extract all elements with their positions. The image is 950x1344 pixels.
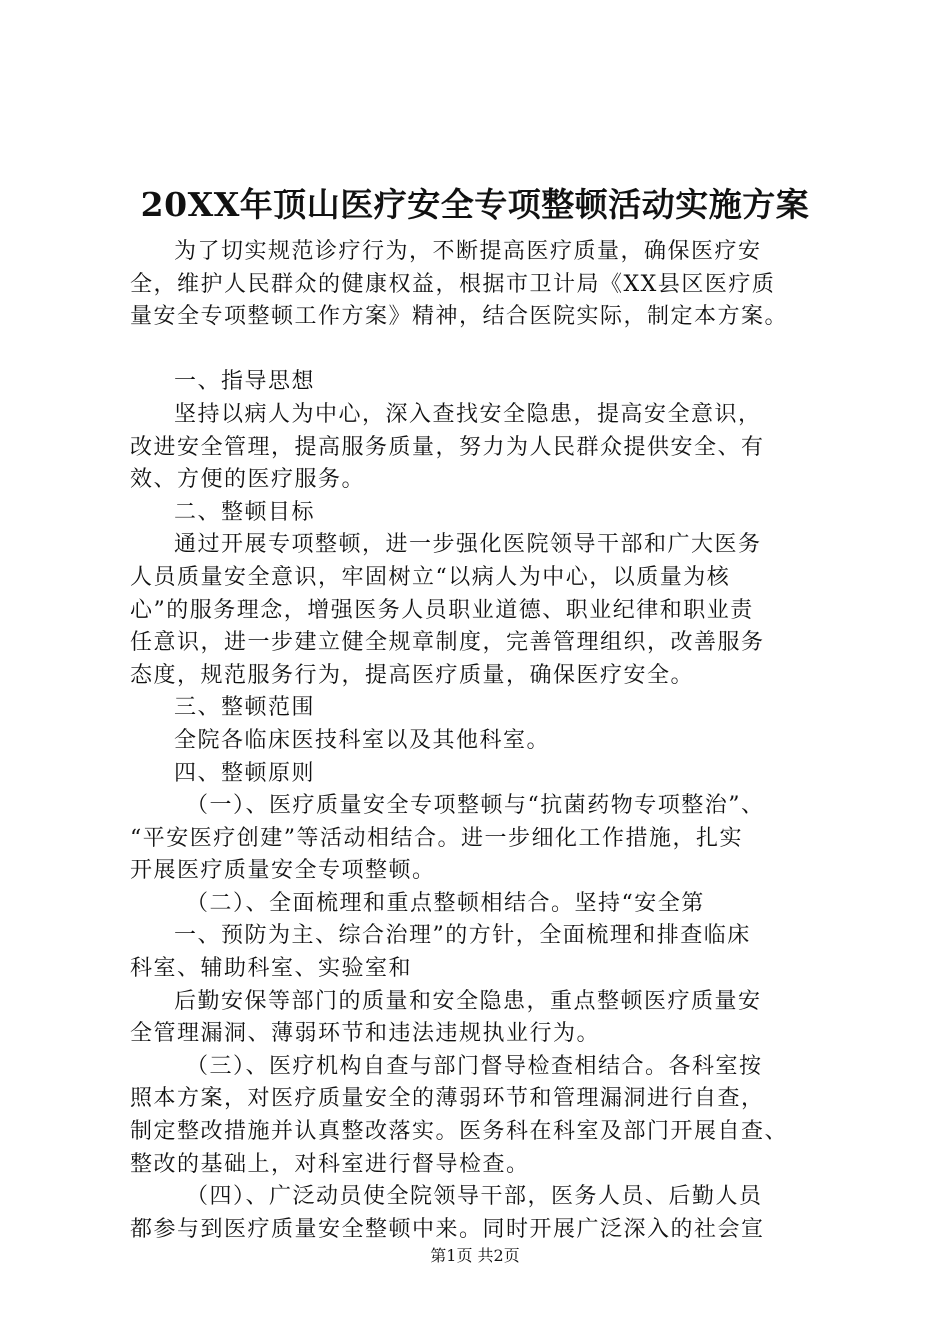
section-heading: 二、整顿目标 bbox=[174, 499, 316, 525]
paragraph-line: 一、预防为主、综合治理”的方针，全面梳理和排查临床 bbox=[174, 923, 751, 949]
paragraph-line: 心”的服务理念，增强医务人员职业道德、职业纪律和职业责 bbox=[130, 597, 754, 623]
paragraph-line: （一）、医疗质量安全专项整顿与“抗菌药物专项整治”、 bbox=[186, 793, 765, 819]
paragraph-line: （四）、广泛动员使全院领导干部，医务人员、后勤人员 bbox=[186, 1184, 763, 1210]
paragraph-line: 科室、辅助科室、实验室和 bbox=[130, 956, 413, 982]
paragraph-line: 改进安全管理，提高服务质量，努力为人民群众提供安全、有 bbox=[130, 434, 765, 460]
document-title: 20XX年顶山医疗安全专项整顿活动实施方案 bbox=[140, 185, 810, 224]
section-heading: 三、整顿范围 bbox=[174, 695, 316, 721]
paragraph-line: 开展医疗质量安全专项整顿。 bbox=[130, 858, 436, 884]
paragraph-line: 后勤安保等部门的质量和安全隐患，重点整顿医疗质量安 bbox=[174, 988, 762, 1014]
blank-line bbox=[130, 334, 830, 367]
paragraph-line: 人员质量安全意识，牢固树立“以病人为中心，以质量为核 bbox=[130, 564, 731, 590]
paragraph-line: 照本方案，对医疗质量安全的薄弱环节和管理漏洞进行自查， bbox=[130, 1086, 765, 1112]
paragraph-line: （三）、医疗机构自查与部门督导检查相结合。各科室按 bbox=[186, 1053, 763, 1079]
paragraph-line: 整改的基础上，对科室进行督导检查。 bbox=[130, 1151, 530, 1177]
paragraph-line: （二）、全面梳理和重点整顿相结合。坚持“安全第 bbox=[186, 890, 705, 916]
paragraph-line: 全管理漏洞、薄弱环节和违法违规执业行为。 bbox=[130, 1021, 601, 1047]
section-heading: 一、指导思想 bbox=[174, 369, 316, 395]
page-footer: 第1页 共2页 bbox=[430, 1246, 520, 1265]
paragraph-line: 都参与到医疗质量安全整顿中来。同时开展广泛深入的社会宣 bbox=[130, 1216, 765, 1242]
section-heading: 四、整顿原则 bbox=[174, 760, 316, 786]
paragraph-line: 为了切实规范诊疗行为，不断提高医疗质量，确保医疗安 bbox=[174, 239, 762, 264]
document-body bbox=[130, 236, 830, 1246]
paragraph-line: 态度，规范服务行为，提高医疗质量，确保医疗安全。 bbox=[130, 662, 695, 688]
paragraph-line: 效、方便的医疗服务。 bbox=[130, 467, 366, 493]
paragraph-line: 量安全专项整顿工作方案》精神，结合医院实际，制定本方案。 bbox=[130, 304, 789, 330]
paragraph-line: 坚持以病人为中心，深入查找安全隐患，提高安全意识， bbox=[174, 401, 762, 427]
paragraph-line: 全，维护人民群众的健康权益，根据市卫计局《XX县区医疗质 bbox=[130, 271, 776, 297]
paragraph-line: 全院各临床医技科室以及其他科室。 bbox=[174, 727, 551, 753]
paragraph-line: 通过开展专项整顿，进一步强化医院领导干部和广大医务 bbox=[174, 532, 762, 558]
paragraph-line: 制定整改措施并认真整改落实。医务科在科室及部门开展自查、 bbox=[130, 1119, 789, 1145]
paragraph-line: 任意识，进一步建立健全规章制度，完善管理组织，改善服务 bbox=[130, 630, 765, 656]
paragraph-line: “平安医疗创建”等活动相结合。进一步细化工作措施，扎实 bbox=[130, 825, 743, 851]
